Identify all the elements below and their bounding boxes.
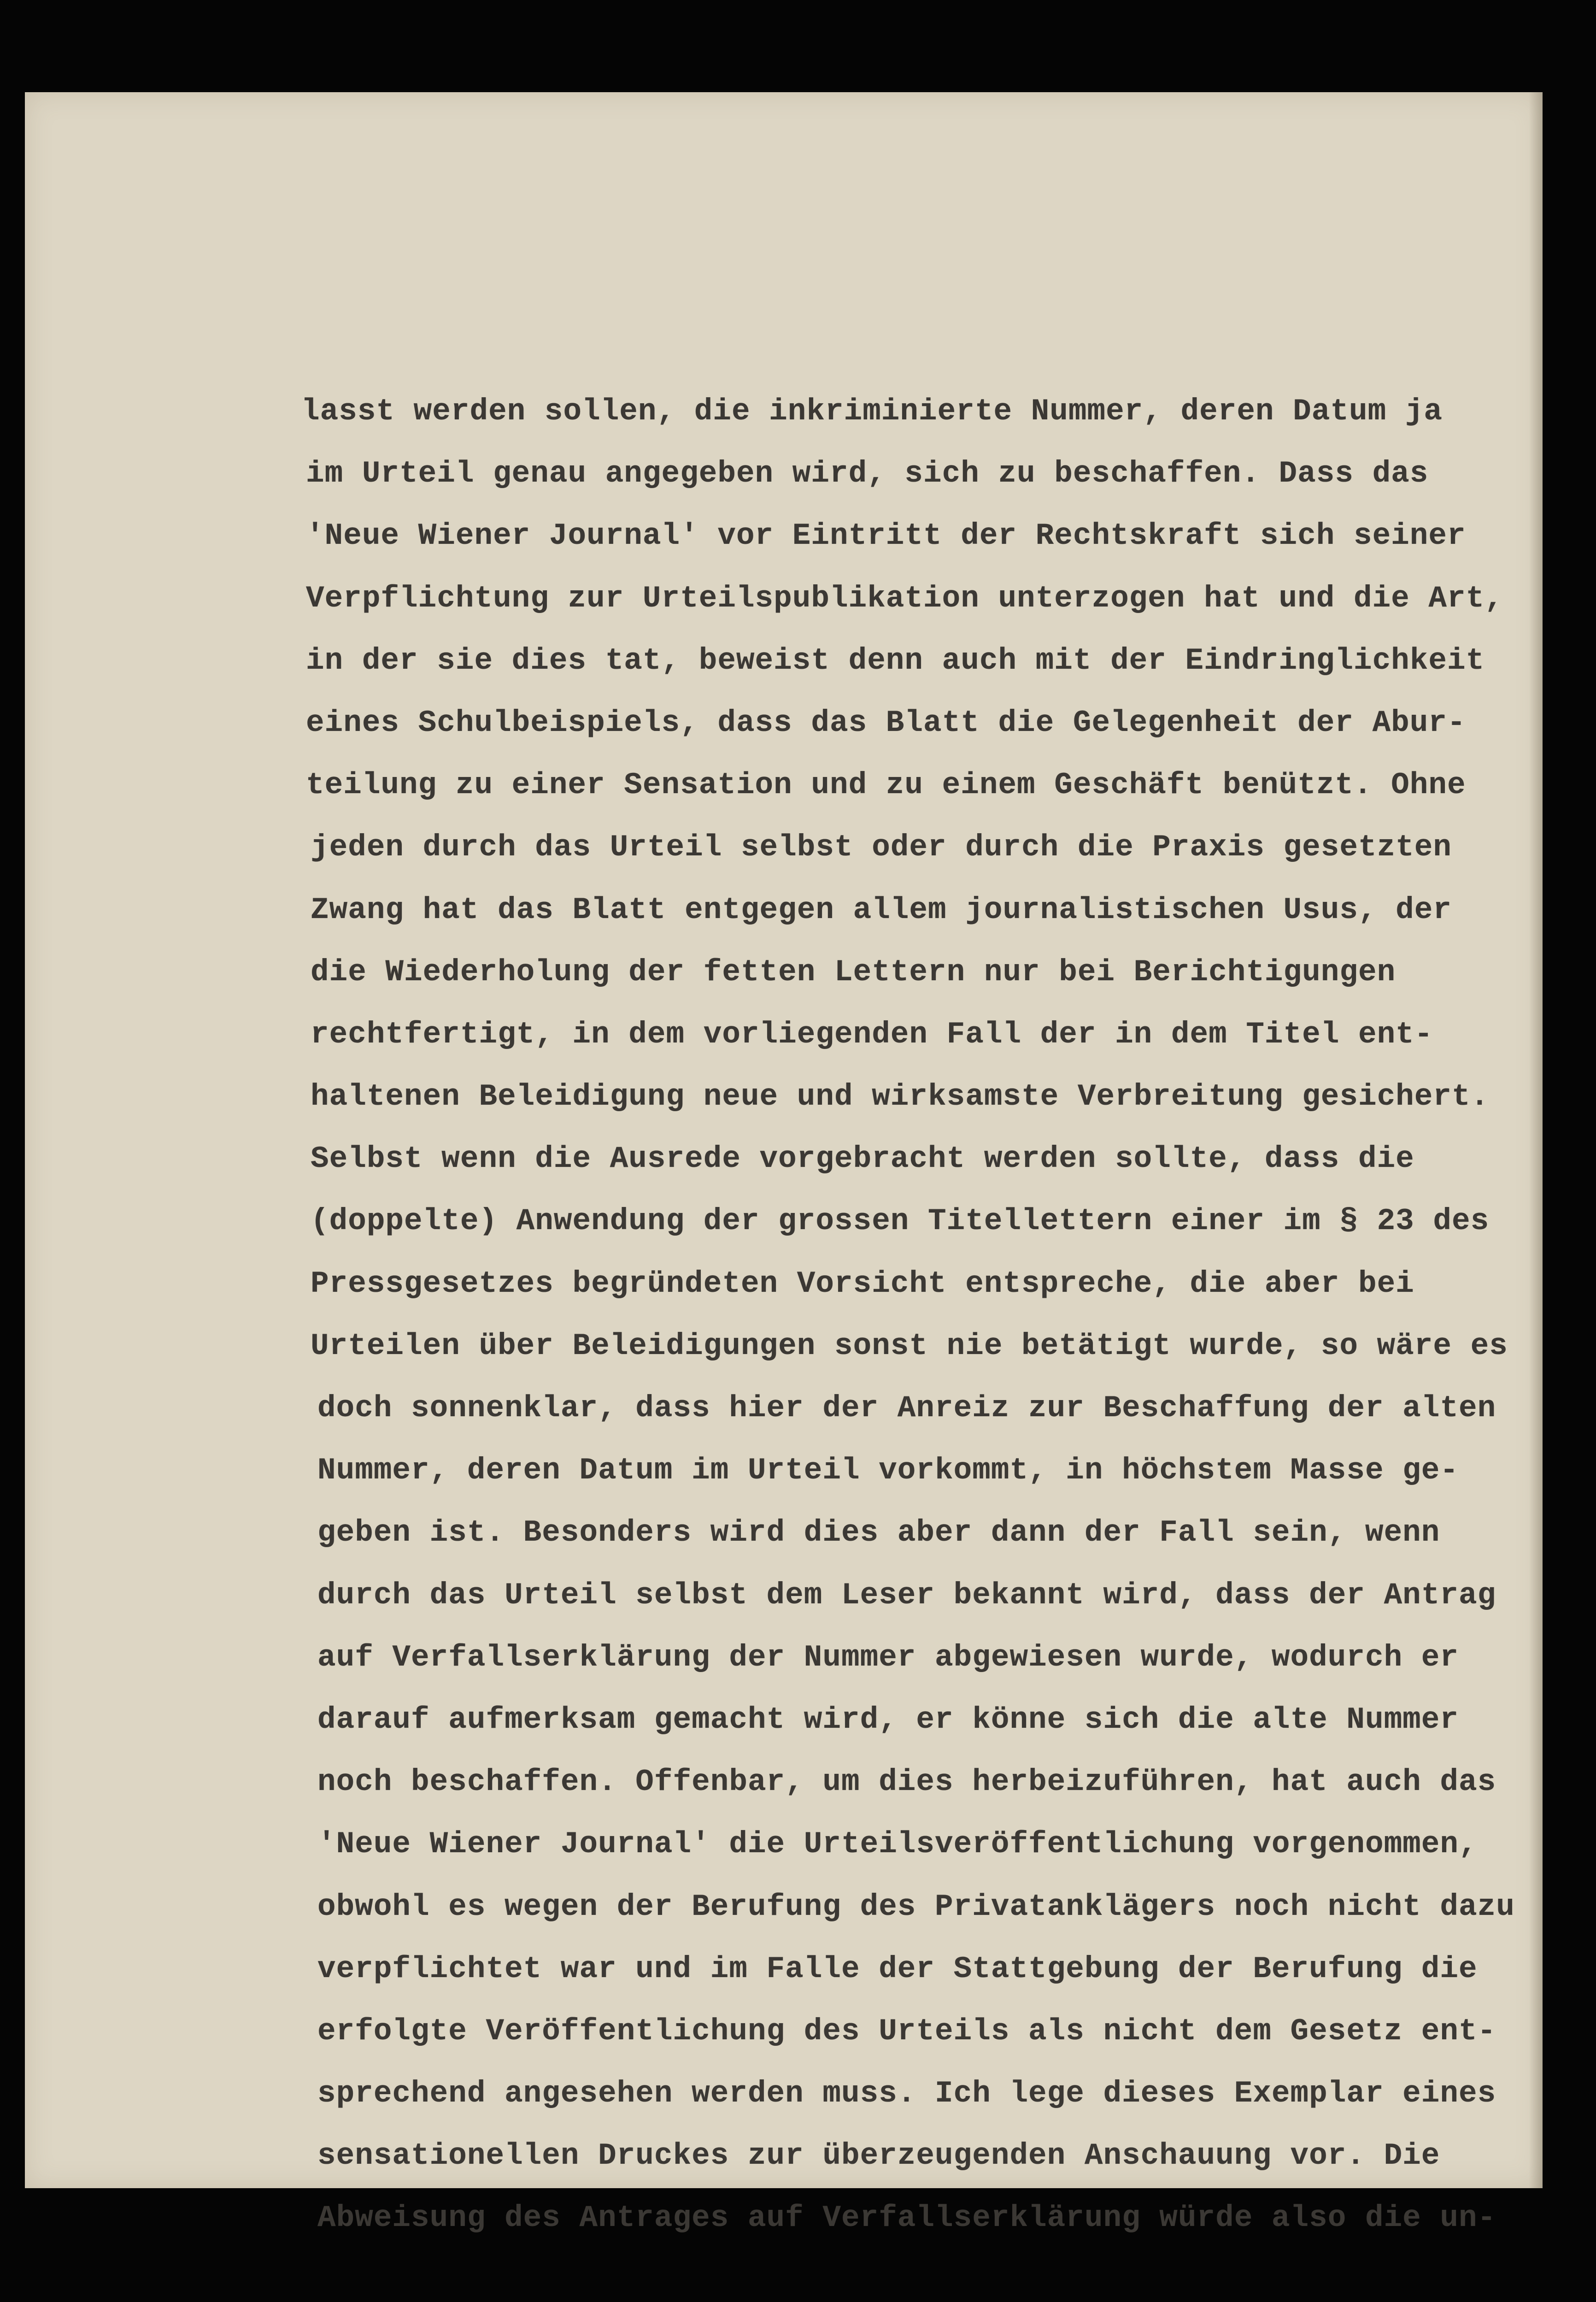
text-line: jeden durch das Urteil selbst oder durch die Praxis gesetzten xyxy=(311,830,1452,865)
text-line: 'Neue Wiener Journal' die Urteilsveröffentlichung vorgenommen, xyxy=(317,1827,1478,1862)
text-line: sensationellen Druckes zur überzeugenden Anschauung vor. Die xyxy=(317,2138,1440,2173)
text-line: eines Schulbeispiels, dass das Blatt die Gelegenheit der Abur- xyxy=(306,705,1466,740)
text-line: (doppelte) Anwendung der grossen Titellettern einer im § 23 des xyxy=(311,1204,1490,1239)
text-line: Selbst wenn die Ausrede vorgebracht werden sollte, dass die xyxy=(311,1142,1414,1177)
text-line: darauf aufmerksam gemacht wird, er könne sich die alte Nummer xyxy=(317,1702,1459,1737)
text-line: in der sie dies tat, beweist denn auch mit der Eindringlichkeit xyxy=(306,643,1485,678)
text-line: durch das Urteil selbst dem Leser bekannt wird, dass der Antrag xyxy=(317,1578,1496,1613)
text-line: Abweisung des Antrages auf Verfallserklärung würde also die un- xyxy=(317,2201,1496,2236)
text-line: noch beschaffen. Offenbar, um dies herbeizuführen, hat auch das xyxy=(317,1765,1496,1800)
text-line: teilung zu einer Sensation und zu einem Geschäft benützt. Ohne xyxy=(306,768,1466,803)
text-line: die Wiederholung der fetten Lettern nur bei Berichtigungen xyxy=(311,954,1396,989)
text-line: doch sonnenklar, dass hier der Anreiz zur Beschaffung der alten xyxy=(317,1391,1496,1425)
text-line: sprechend angesehen werden muss. Ich lege dieses Exemplar eines xyxy=(317,2076,1496,2111)
text-line: geben ist. Besonders wird dies aber dann der Fall sein, wenn xyxy=(317,1515,1440,1550)
text-line: Zwang hat das Blatt entgegen allem journalistischen Usus, der xyxy=(311,892,1452,927)
text-line: erfolgte Veröffentlichung des Urteils als nicht dem Gesetz ent- xyxy=(317,2014,1496,2049)
text-line: Pressgesetzes begründeten Vorsicht entspreche, die aber bei xyxy=(311,1266,1414,1301)
text-line: auf Verfallserklärung der Nummer abgewiesen wurde, wodurch er xyxy=(317,1640,1459,1675)
text-line: lasst werden sollen, die inkriminierte Nummer, deren Datum ja xyxy=(301,394,1443,429)
text-line: haltenen Beleidigung neue und wirksamste Verbreitung gesichert. xyxy=(311,1079,1490,1114)
text-line: Verpflichtung zur Urteilspublikation unterzogen hat und die Art, xyxy=(306,581,1503,616)
text-line: rechtfertigt, in dem vorliegenden Fall der in dem Titel ent- xyxy=(311,1017,1433,1052)
text-line: Urteilen über Beleidigungen sonst nie betätigt wurde, so wäre es xyxy=(311,1328,1508,1363)
typewritten-text xyxy=(301,380,1522,2249)
document-page xyxy=(25,92,1543,2236)
text-line: verpflichtet war und im Falle der Stattgebung der Berufung die xyxy=(317,1951,1478,1986)
text-line: 'Neue Wiener Journal' vor Eintritt der Rechtskraft sich seiner xyxy=(306,518,1466,553)
text-line: obwohl es wegen der Berufung des Privatanklägers noch nicht dazu xyxy=(317,1889,1515,1924)
text-line: Nummer, deren Datum im Urteil vorkommt, in höchstem Masse ge- xyxy=(317,1453,1459,1488)
text-line: im Urteil genau angegeben wird, sich zu beschaffen. Dass das xyxy=(306,456,1429,491)
